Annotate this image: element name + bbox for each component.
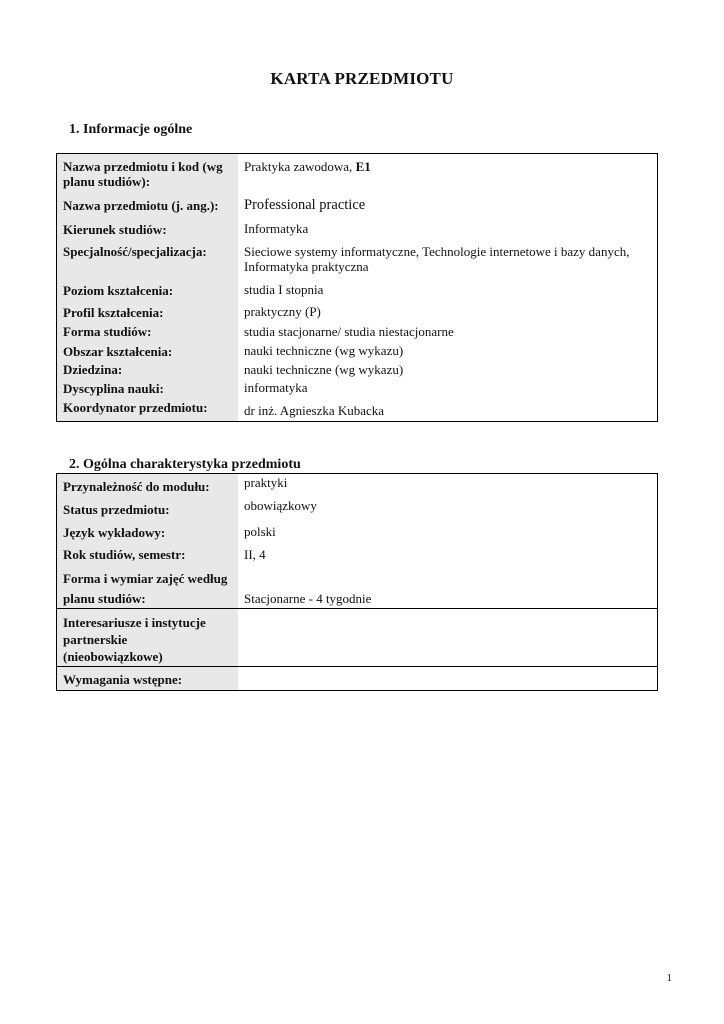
value-specialization: Sieciowe systemy informatyczne, Technologie internetowe i bazy danych, Informatyka praktyczna [244, 244, 630, 274]
label-specialization: Specjalność/specjalizacja: [63, 244, 207, 259]
value-class-form: Stacjonarne - 4 tygodnie [244, 591, 372, 606]
label-prerequisites: Wymagania wstępne: [63, 672, 183, 687]
value-field-of-study: Informatyka [244, 221, 309, 236]
section-heading-characteristics: 2. Ogólna charakterystyka przedmiotu [69, 457, 301, 472]
label-study-form: Forma studiów: [63, 324, 152, 339]
label-discipline: Dyscyplina nauki: [63, 381, 164, 396]
section-heading-general-info: 1. Informacje ogólne [69, 122, 193, 137]
row-divider [57, 608, 657, 609]
label-module: Przynależność do modułu: [63, 479, 210, 494]
value-year-semester: II, 4 [244, 547, 266, 562]
label-class-form: Forma i wymiar zajęć według planu studiów: [63, 571, 228, 606]
value-coordinator: dr inż. Agnieszka Kubacka [244, 403, 385, 418]
value-study-form: studia stacjonarne/ studia niestacjonarne [244, 324, 454, 339]
label-domain: Dziedzina: [63, 362, 123, 377]
document-title: KARTA PRZEDMIOTU [270, 69, 454, 88]
label-course-name-code: Nazwa przedmiotu i kod (wg planu studiów): [63, 159, 223, 189]
label-field-of-study: Kierunek studiów: [63, 222, 167, 237]
label-education-profile: Profil kształcenia: [63, 305, 164, 320]
page-number: 1 [666, 972, 672, 984]
value-course-status: obowiązkowy [244, 498, 317, 513]
value-module: praktyki [244, 475, 288, 490]
label-course-name-english: Nazwa przedmiotu (j. ang.): [63, 198, 219, 213]
row-divider [57, 666, 657, 667]
value-education-area: nauki techniczne (wg wykazu) [244, 343, 404, 358]
label-stakeholders: Interesariusze i instytucje partnerskie (nieobowiązkowe) [63, 615, 206, 664]
label-language: Język wykładowy: [63, 525, 166, 540]
course-name: Praktyka zawodowa, [244, 159, 356, 174]
label-education-area: Obszar kształcenia: [63, 344, 173, 359]
value-language: polski [244, 524, 276, 539]
label-year-semester: Rok studiów, semestr: [63, 547, 186, 562]
course-code: E1 [355, 159, 371, 174]
value-course-name-english: Professional practice [244, 197, 366, 213]
label-education-level: Poziom kształcenia: [63, 283, 174, 298]
value-education-level: studia I stopnia [244, 282, 324, 297]
value-education-profile: praktyczny (P) [244, 304, 321, 319]
value-domain: nauki techniczne (wg wykazu) [244, 362, 404, 377]
value-course-name-code [244, 159, 654, 174]
label-course-status: Status przedmiotu: [63, 502, 170, 517]
value-discipline: informatyka [244, 380, 308, 395]
label-coordinator: Koordynator przedmiotu: [63, 400, 208, 415]
characteristics-table [56, 473, 658, 691]
general-info-table [56, 153, 658, 422]
